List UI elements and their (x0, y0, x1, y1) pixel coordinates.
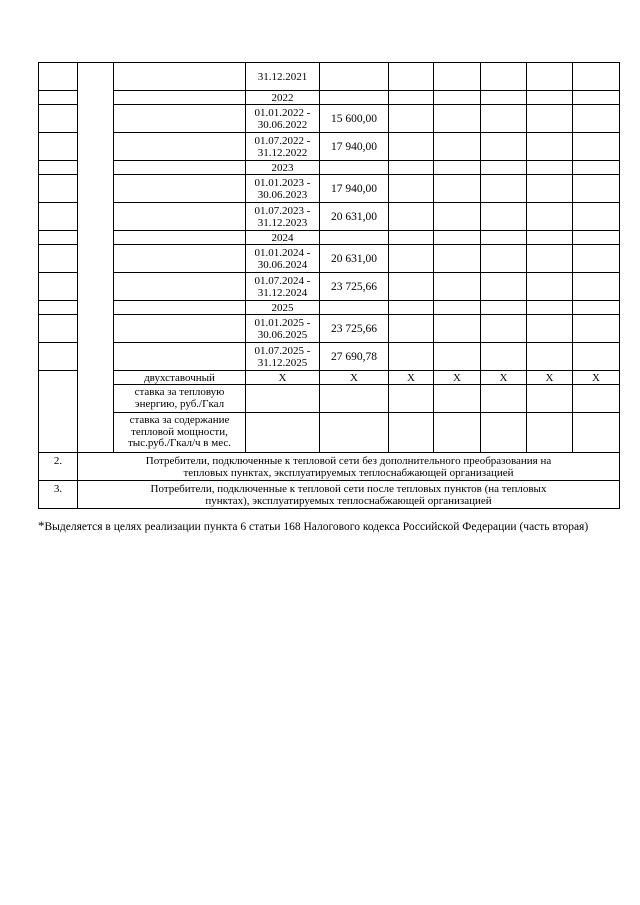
empty-cell (434, 203, 481, 231)
empty-cell (527, 105, 573, 133)
empty-cell (389, 231, 434, 245)
type-cell (114, 273, 246, 301)
period-row (39, 343, 620, 371)
empty-cell (389, 343, 434, 371)
type-cell (114, 301, 246, 315)
empty-cell (573, 315, 620, 343)
empty-cell (389, 63, 434, 91)
period-label: 01.07.2022 - 31.12.2022 (246, 133, 320, 161)
empty-cell (527, 413, 573, 453)
type-cell (114, 63, 246, 91)
empty-cell (481, 245, 527, 273)
empty-cell (527, 385, 573, 413)
number-cell (39, 133, 78, 161)
empty-cell (481, 301, 527, 315)
empty-cell (527, 343, 573, 371)
empty-cell (573, 301, 620, 315)
number-cell (39, 371, 78, 453)
empty-cell (573, 133, 620, 161)
period-row (39, 63, 620, 91)
empty-cell (389, 273, 434, 301)
empty-cell (481, 161, 527, 175)
number-cell (39, 203, 78, 231)
year-row (39, 161, 620, 175)
tariff-value (320, 301, 389, 315)
empty-cell (434, 105, 481, 133)
type-cell (114, 231, 246, 245)
period-label: 01.01.2024 - 30.06.2024 (246, 245, 320, 273)
empty-cell (573, 385, 620, 413)
empty-cell (389, 105, 434, 133)
period-label: 01.01.2023 - 30.06.2023 (246, 175, 320, 203)
empty-cell (481, 203, 527, 231)
type-cell (114, 203, 246, 231)
empty-cell (389, 203, 434, 231)
empty-cell (481, 105, 527, 133)
type-cell (114, 161, 246, 175)
empty-cell (481, 315, 527, 343)
period-row (39, 105, 620, 133)
footnote-text: Выделяется в целях реализации пункта 6 статьи 168 Налогового кодекса Российской Федерации (часть вторая) (44, 521, 589, 533)
empty-cell (320, 413, 389, 453)
empty-cell (246, 413, 320, 453)
two-part-label: двухставочный (114, 371, 246, 385)
consumer-text: Потребители, подключенные к тепловой сети после тепловых пунктов (на тепловых пунктах), эксплуатируемых теплоснабжающей организацией (78, 481, 620, 509)
tariff-value: 20 631,00 (320, 203, 389, 231)
empty-cell (434, 413, 481, 453)
empty-cell (389, 385, 434, 413)
tariff-value: 27 690,78 (320, 343, 389, 371)
footnote (38, 517, 601, 536)
tariff-value: 20 631,00 (320, 245, 389, 273)
empty-cell (434, 161, 481, 175)
empty-cell (481, 343, 527, 371)
empty-cell (434, 273, 481, 301)
number-cell (39, 245, 78, 273)
empty-cell (481, 385, 527, 413)
empty-cell (573, 175, 620, 203)
tariff-value (320, 63, 389, 91)
empty-cell (573, 413, 620, 453)
footnote-star: * (38, 518, 45, 533)
tariff-value: 23 725,66 (320, 315, 389, 343)
empty-cell (481, 231, 527, 245)
year-row (39, 231, 620, 245)
empty-cell (573, 231, 620, 245)
empty-cell (434, 133, 481, 161)
empty-cell (573, 203, 620, 231)
energy-rate-label: ставка за тепловую энергию, руб./Гкал (114, 385, 246, 413)
empty-cell (573, 91, 620, 105)
number-cell (39, 161, 78, 175)
year-label: 2023 (246, 161, 320, 175)
tariff-table (38, 62, 620, 509)
empty-cell (573, 63, 620, 91)
empty-cell (389, 245, 434, 273)
tariff-value: 17 940,00 (320, 175, 389, 203)
type-cell (114, 343, 246, 371)
x-mark: Х (246, 371, 320, 385)
consumer-text: Потребители, подключенные к тепловой сети без дополнительного преобразования на тепловых пунктах, эксплуатируемых теплоснабжающей организацией (78, 453, 620, 481)
empty-cell (434, 63, 481, 91)
empty-cell (527, 175, 573, 203)
consumer-number: 3. (39, 481, 78, 509)
empty-cell (573, 343, 620, 371)
empty-cell (527, 91, 573, 105)
empty-cell (389, 175, 434, 203)
consumer-row (39, 453, 620, 481)
empty-cell (527, 315, 573, 343)
empty-cell (389, 91, 434, 105)
capacity-rate-label: ставка за содержание тепловой мощности, тыс.руб./Гкал/ч в мес. (114, 413, 246, 453)
empty-cell (434, 175, 481, 203)
empty-cell (389, 301, 434, 315)
period-row (39, 133, 620, 161)
tariff-value: 23 725,66 (320, 273, 389, 301)
period-row (39, 273, 620, 301)
type-cell (114, 133, 246, 161)
empty-cell (527, 133, 573, 161)
year-row (39, 91, 620, 105)
consumer-row (39, 481, 620, 509)
empty-cell (320, 385, 389, 413)
tariff-value (320, 231, 389, 245)
empty-cell (573, 245, 620, 273)
number-cell (39, 91, 78, 105)
empty-cell (481, 413, 527, 453)
number-cell (39, 105, 78, 133)
empty-cell (527, 245, 573, 273)
type-cell (114, 175, 246, 203)
empty-cell (573, 161, 620, 175)
consumer-number: 2. (39, 453, 78, 481)
x-mark: Х (481, 371, 527, 385)
type-cell (114, 245, 246, 273)
empty-cell (434, 245, 481, 273)
period-row (39, 203, 620, 231)
period-row (39, 245, 620, 273)
empty-cell (481, 175, 527, 203)
year-row (39, 301, 620, 315)
two-part-row (39, 371, 620, 385)
number-cell (39, 231, 78, 245)
period-label: 01.01.2025 - 30.06.2025 (246, 315, 320, 343)
empty-cell (434, 343, 481, 371)
type-cell (114, 91, 246, 105)
empty-cell (481, 63, 527, 91)
tariff-value: 17 940,00 (320, 133, 389, 161)
empty-cell (527, 273, 573, 301)
number-cell (39, 343, 78, 371)
empty-cell (573, 105, 620, 133)
period-label: 01.07.2023 - 31.12.2023 (246, 203, 320, 231)
type-cell (114, 105, 246, 133)
number-cell (39, 315, 78, 343)
empty-cell (527, 63, 573, 91)
empty-cell (527, 161, 573, 175)
x-mark: Х (573, 371, 620, 385)
number-cell (39, 63, 78, 91)
empty-cell (527, 231, 573, 245)
empty-cell (389, 133, 434, 161)
capacity-rate-row (39, 413, 620, 453)
energy-rate-row (39, 385, 620, 413)
tariff-value (320, 91, 389, 105)
tariff-value (320, 161, 389, 175)
period-row (39, 315, 620, 343)
year-label: 2022 (246, 91, 320, 105)
empty-cell (481, 133, 527, 161)
x-mark: Х (320, 371, 389, 385)
group-cell (78, 63, 114, 453)
period-label: 31.12.2021 (246, 63, 320, 91)
x-mark: Х (527, 371, 573, 385)
empty-cell (481, 91, 527, 105)
number-cell (39, 273, 78, 301)
number-cell (39, 301, 78, 315)
empty-cell (389, 315, 434, 343)
empty-cell (434, 301, 481, 315)
year-label: 2024 (246, 231, 320, 245)
tariff-value: 15 600,00 (320, 105, 389, 133)
empty-cell (573, 273, 620, 301)
empty-cell (481, 273, 527, 301)
empty-cell (434, 231, 481, 245)
period-row (39, 175, 620, 203)
year-label: 2025 (246, 301, 320, 315)
empty-cell (434, 315, 481, 343)
empty-cell (434, 385, 481, 413)
empty-cell (434, 91, 481, 105)
period-label: 01.01.2022 - 30.06.2022 (246, 105, 320, 133)
number-cell (39, 175, 78, 203)
period-label: 01.07.2025 - 31.12.2025 (246, 343, 320, 371)
period-label: 01.07.2024 - 31.12.2024 (246, 273, 320, 301)
x-mark: Х (434, 371, 481, 385)
empty-cell (389, 161, 434, 175)
x-mark: Х (389, 371, 434, 385)
empty-cell (246, 385, 320, 413)
empty-cell (527, 301, 573, 315)
empty-cell (389, 413, 434, 453)
empty-cell (527, 203, 573, 231)
type-cell (114, 315, 246, 343)
